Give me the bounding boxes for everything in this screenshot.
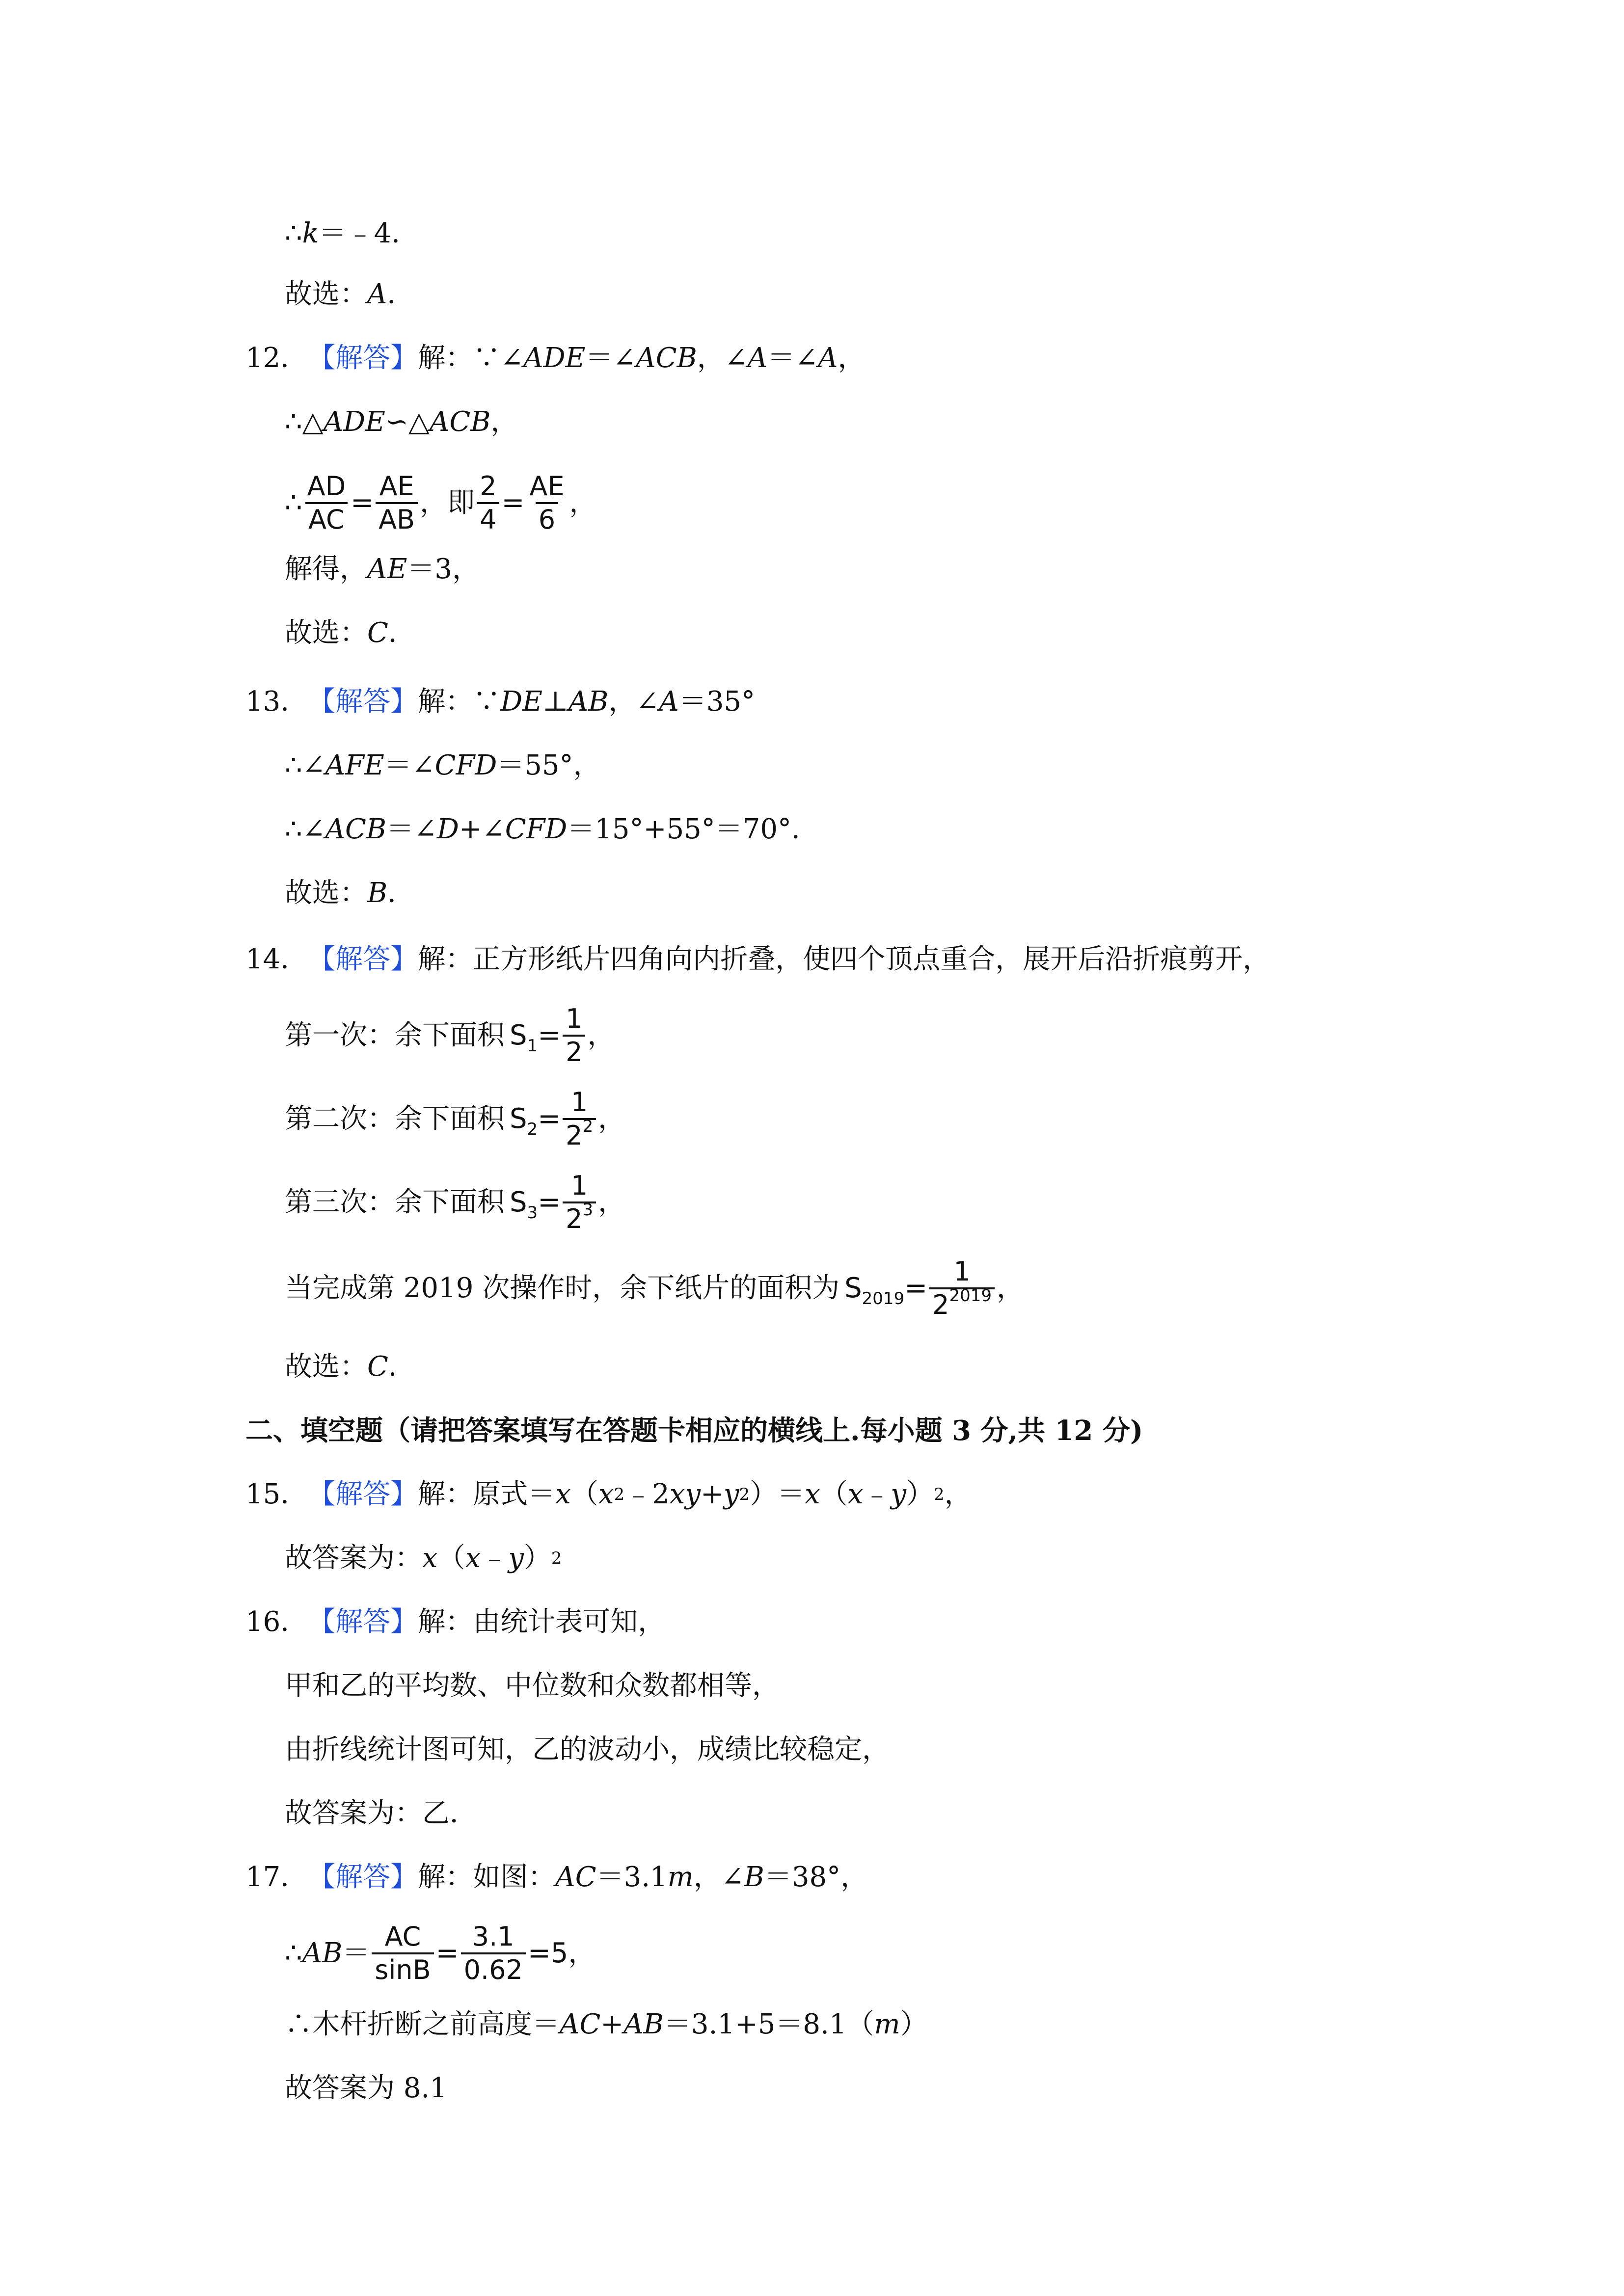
q12-similar: ∴△ ADE ∽△ ACB ， <box>285 406 518 438</box>
answer-tag: 【解答】 <box>308 943 418 975</box>
q16-header: 16． 【解答】 解：由统计表可知， <box>245 1602 665 1642</box>
q14-third: 第三次：余下面积 $S_3$ = $\frac{1}{2^3}$ ， <box>285 1170 626 1234</box>
q13-choose: 故选： B ． <box>285 877 415 909</box>
q14-choose: 故选： C ． <box>285 1351 416 1383</box>
q13-header: 13． 【解答】 解：∵ DE ⊥ AB ，∠ A ＝35° <box>245 682 755 721</box>
q15-answer: 故答案为： x （ x ﹣ y ） 2 <box>285 1542 562 1574</box>
fraction-ad-ac: $\frac{AD}{AC}$ <box>304 471 349 535</box>
fraction-3.1-0.62: $\frac{3.1}{0.62}$ <box>461 1921 526 1986</box>
q16-line3: 由折线统计图可知，乙的波动小，成绩比较稳定， <box>285 1734 890 1765</box>
answer-tag: 【解答】 <box>308 1861 418 1893</box>
line-k-result: ∴ k ＝﹣4． <box>285 217 419 249</box>
answer-tag: 【解答】 <box>308 686 418 718</box>
q14-first: 第一次：余下面积 $S_1$ = $\frac{1}{2}$ ， <box>285 1003 615 1068</box>
q17-answer: 故答案为 8.1 <box>285 2072 447 2104</box>
q14-second: 第二次：余下面积 $S_2$ = $\frac{1}{2^2}$ ， <box>285 1087 626 1151</box>
q13-sum: ∴∠ ACB ＝∠ D +∠ CFD ＝15°+55°＝70°． <box>285 813 819 845</box>
q16-line2: 甲和乙的平均数、中位数和众数都相等， <box>285 1670 780 1702</box>
q12-solve: 解得， AE ＝3， <box>285 553 480 585</box>
q16-answer: 故答案为：乙． <box>285 1797 477 1829</box>
q17-height: ∴木杆折断之前高度＝ AC + AB ＝3.1+5＝8.1（ m ） <box>285 2008 928 2040</box>
q12-header: 12． 【解答】 解：∵∠ ADE ＝∠ ACB ，∠ A ＝∠ A ， <box>245 339 866 378</box>
q12-ratio: ∴ $\frac{AD}{AC}$ = $\frac{AE}{AB}$ ，即 $\frac{2}{4}$ = $\frac{AE}{6}$ ， <box>285 471 597 535</box>
answer-tag: 【解答】 <box>308 1478 418 1510</box>
q12-choose: 故选： C ． <box>285 617 416 649</box>
q14-2019: 当完成第 2019 次操作时，余下纸片的面积为 $S_{2019}$ = $\frac{1}{2^{2019}}$ ， <box>285 1256 1025 1320</box>
section-heading-fill-in: 二、填空题（请把答案填写在答题卡相应的横线上.每小题 3 分,共 12 分) <box>245 1415 1143 1447</box>
q13-angles: ∴∠ AFE ＝∠ CFD ＝55°， <box>285 749 601 781</box>
q14-header: 14． 【解答】 解：正方形纸片四角向内折叠，使四个顶点重合，展开后沿折痕剪开， <box>245 940 1270 979</box>
answer-tag: 【解答】 <box>308 342 418 374</box>
fraction-2-4: $\frac{2}{4}$ <box>477 471 499 535</box>
answer-tag: 【解答】 <box>308 1606 418 1638</box>
q17-ab-calc: ∴ AB ＝ $\frac{AC}{\sin B}$ = $\frac{3.1}{0.62}$ =5， <box>285 1921 596 1985</box>
fraction-ae-ab: $\frac{AE}{AB}$ <box>376 471 418 535</box>
line-choose-a: 故选： A ． <box>285 278 415 310</box>
fraction-ae-6: $\frac{AE}{6}$ <box>529 471 565 535</box>
q15-header: 15． 【解答】 解：原式＝ x （ x 2 ﹣2 xy + y 2 ）＝ x （ x ﹣ y ） 2 ， <box>245 1475 972 1514</box>
q17-header: 17． 【解答】 解：如图： AC ＝3.1 m ，∠ B ＝38°， <box>245 1858 868 1897</box>
fraction-ac-sinb: $\frac{AC}{\sin B}$ <box>372 1921 433 1986</box>
